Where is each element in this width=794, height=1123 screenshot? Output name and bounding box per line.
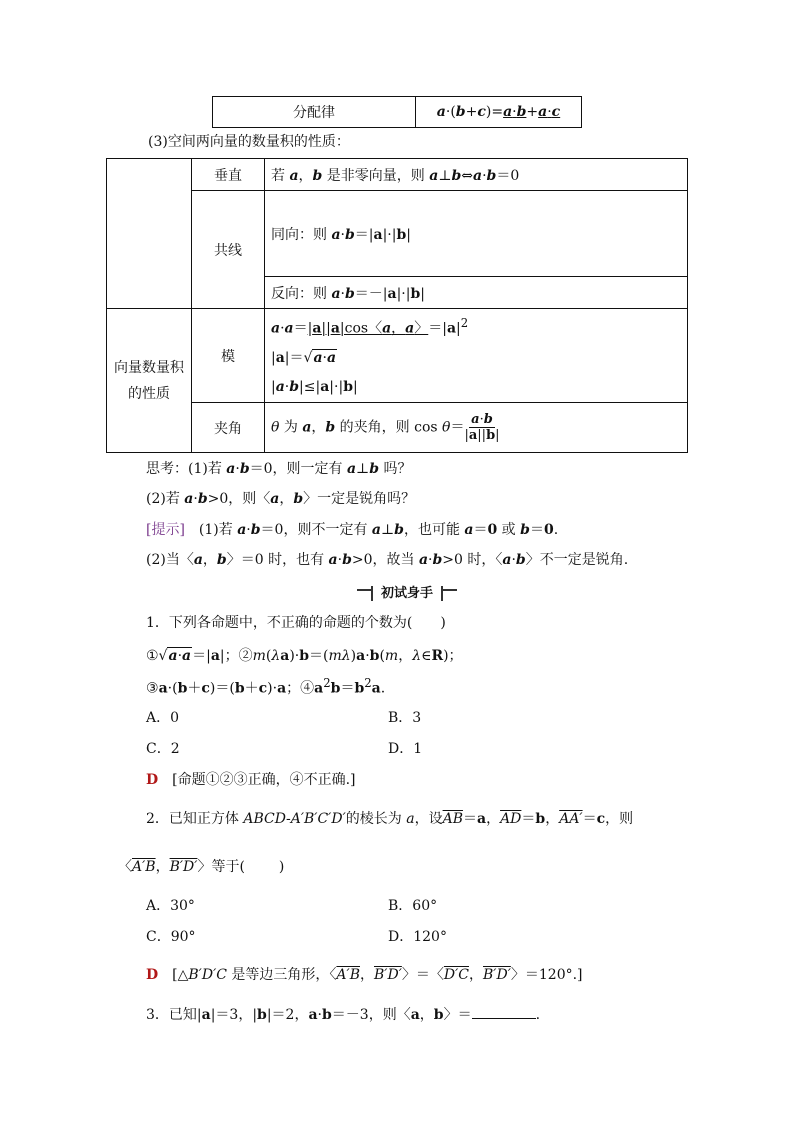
modulus-line-1: a·a＝|a||a|cos〈a，a〉$=|a|^2$	[271, 316, 469, 337]
problem-1-option-c: C．2	[146, 741, 180, 757]
table-row	[213, 97, 582, 128]
properties-group-label: 向量数量积的性质	[107, 309, 192, 453]
collinear-label: 共线	[192, 191, 265, 309]
modulus-label: 模	[192, 309, 265, 403]
problem-2-option-a: A．30°	[146, 898, 195, 914]
modulus-line-3: |a·b|≤|a|·|b|	[271, 378, 358, 395]
problem-1-stem: 1．下列各命题中，不正确的命题的个数为( )	[146, 615, 446, 631]
think-q1: 思考：(1)若 a·b＝0，则一定有 a⊥b 吗？	[146, 461, 412, 477]
think-q2: (2)若 a·b>0，则〈a，b〉一定是锐角吗？	[146, 491, 416, 507]
problem-1-answer	[146, 769, 356, 789]
table-row	[107, 191, 688, 277]
problem-1-option-b: B．3	[388, 710, 422, 726]
distributive-law-table	[212, 96, 582, 128]
angle-label: 夹角	[192, 403, 265, 453]
answer-explanation: [命题①②③正确，④不正确.]	[172, 772, 356, 788]
problem-1-item-1: ①√a·a＝|a|；②m(λa)·b＝(mλ)a·b(m，λ∈R)；	[146, 648, 463, 664]
properties-table	[106, 158, 688, 453]
problem-1-option-d: D．1	[388, 741, 423, 757]
perpendicular-label: 垂直	[192, 159, 265, 191]
problem-1-item-2: ③a·(b＋c)＝(b＋c)·a；$④a^2b=b^2a$.	[146, 676, 386, 697]
problem-1-option-a: A．0	[146, 710, 180, 726]
problem-2-option-d: D．120°	[388, 929, 447, 945]
hint-line-2: (2)当〈a，b〉＝0 时，也有 a·b>0，故当 a·b>0 时，〈a·b〉不一定是锐角.	[146, 552, 629, 568]
properties-heading: (3)空间两向量的数量积的性质：	[148, 134, 350, 150]
modulus-text	[265, 309, 688, 403]
table-row	[107, 403, 688, 453]
table-row	[107, 309, 688, 403]
banner-text: 初试身手	[371, 586, 443, 601]
collinear-opposite: 反向：则 a·b＝－|a|·|b|	[265, 277, 688, 309]
section-banner	[357, 582, 457, 601]
problem-2-stem: 2．已知正方体 ABCD-A′B′C′D′的棱长为 a，设$\overline{AB}=a$，$\overline{AD}=b$，AA′＝c，则	[146, 811, 634, 827]
angle-text: θ 为 a，b 的夹角，则 cos θ＝ $\frac{a\cdot b}{|a||b|}$	[265, 403, 688, 453]
collinear-same: 同向：则 a·b＝|a|·|b|	[265, 191, 688, 277]
problem-2-stem-2: 〈A′B，B′D′〉等于( )	[118, 859, 285, 875]
answer-blank[interactable]	[472, 1004, 536, 1019]
hint-line-1: [提示] (1)若 a·b＝0，则不一定有 a⊥b，也可能 a＝0 或 b＝0.	[146, 522, 559, 538]
problem-2-option-b: B．60°	[388, 898, 438, 914]
problem-2-answer: D [△B′D′C 是等边三角形，〈A′B，B′D′〉＝〈D′C，B′D′〉＝120°.]	[146, 967, 583, 983]
modulus-line-2: |a|＝√a·a	[271, 349, 337, 366]
problem-2-option-c: C．90°	[146, 929, 196, 945]
law-formula: a·(b+c)=a·b+a·c	[416, 97, 582, 128]
perpendicular-text: 若 a，b 是非零向量，则 a⊥b⇔a·b＝0	[265, 159, 688, 191]
answer-letter: D	[146, 967, 159, 983]
law-label: 分配律	[213, 97, 416, 128]
empty-group-cell	[107, 159, 192, 309]
problem-3-stem: 3．已知|a|＝3，|b|＝2，a·b＝－3，则〈a，b〉＝ .	[146, 1004, 540, 1024]
table-row	[107, 159, 688, 191]
answer-letter: D	[146, 772, 159, 788]
hint-label: [提示]	[146, 522, 185, 538]
